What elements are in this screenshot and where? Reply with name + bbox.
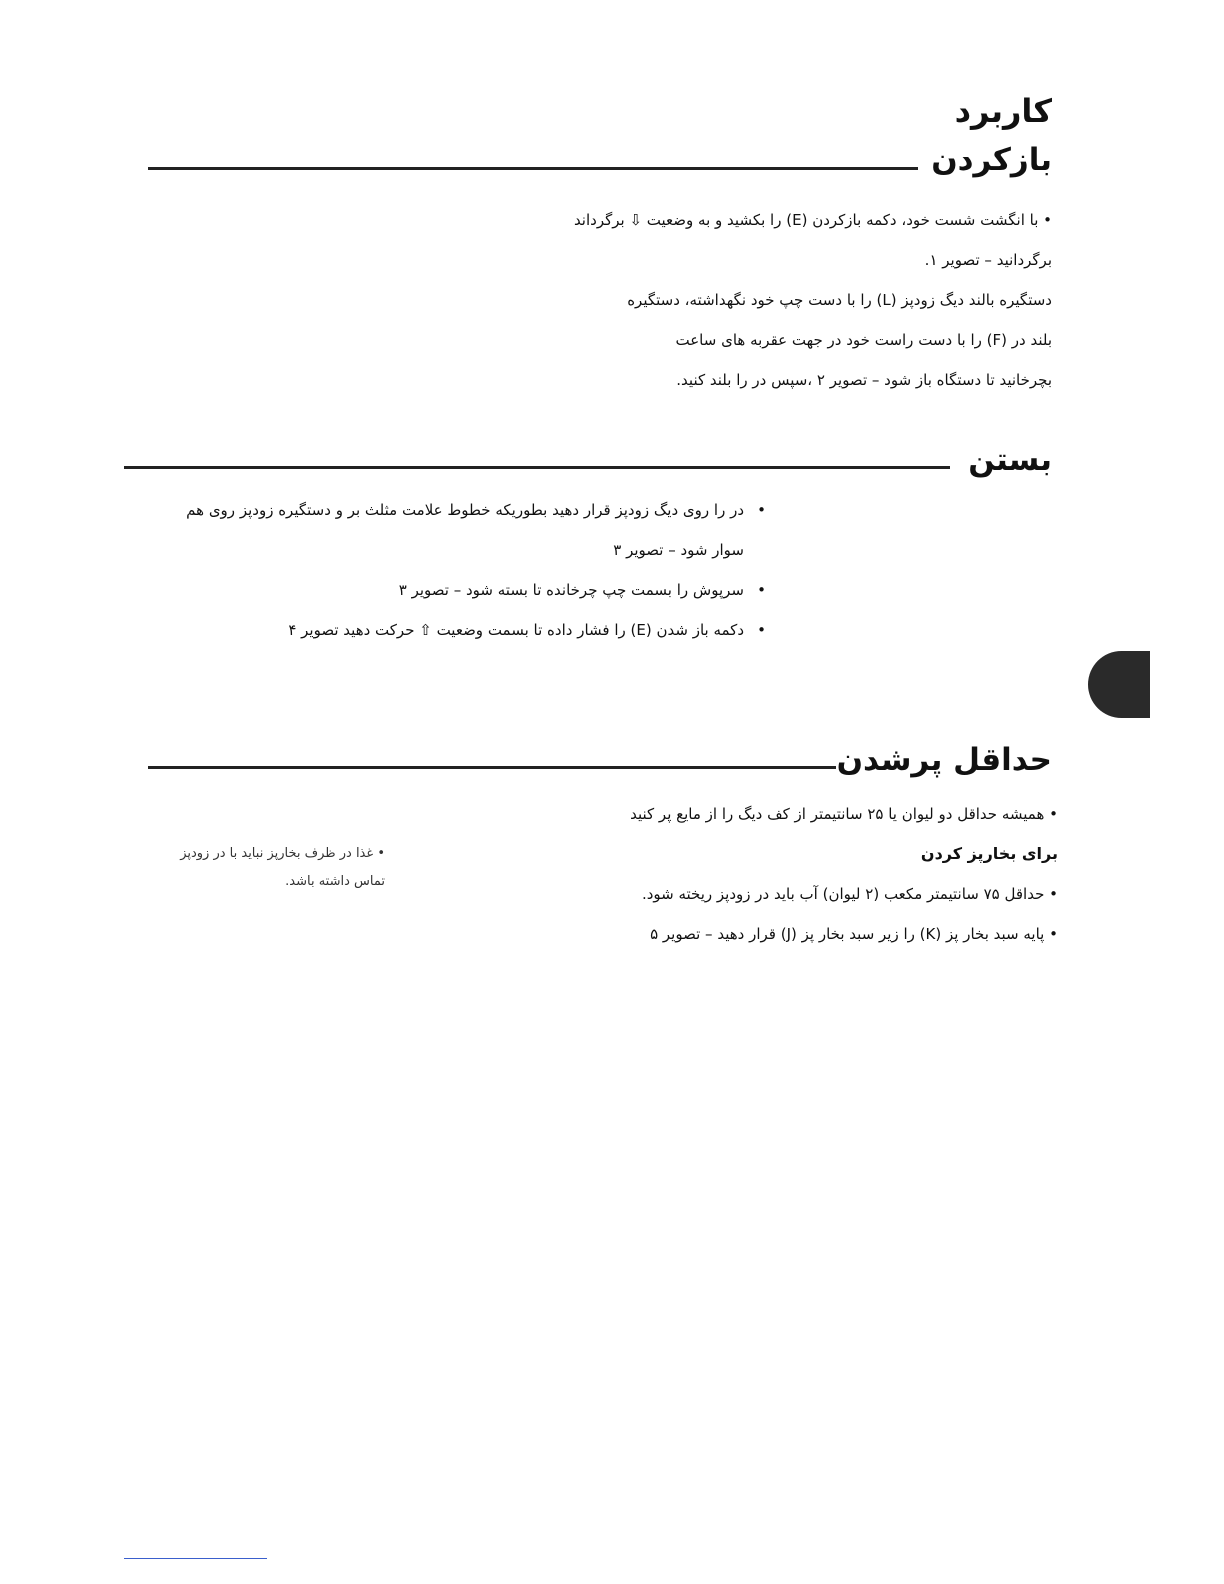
steaming-subheading: برای بخارپز کردن	[920, 844, 1058, 863]
list-item	[166, 610, 766, 650]
opening-line: • با انگشت شست خود، دکمه بازکردن (E) را بکشید و به وضعیت ⇩ برگرداند	[573, 211, 1052, 229]
bullet-icon: •	[757, 501, 766, 519]
opening-line: دستگیره بالند دیگ زودپز (L) را با دست چپ خود نگهداشته، دستگیره	[627, 291, 1052, 309]
opening-line: برگردانید – تصویر ۱.	[924, 251, 1052, 269]
list-item-text: دکمه باز شدن (E) را فشار داده تا بسمت وضعیت ⇧ حرکت دهید تصویر ۴	[288, 621, 744, 639]
minimum-fill-content	[418, 794, 1058, 954]
bullet-icon: •	[757, 581, 766, 599]
list-item	[166, 570, 766, 610]
chapter-tab-marker	[1088, 651, 1150, 718]
list-item	[166, 490, 766, 570]
bullet-icon: •	[1049, 885, 1058, 903]
opening-line: بچرخانید تا دستگاه باز شود – تصویر ۲ ،سپس در را بلند کنید.	[676, 371, 1052, 389]
bullet-icon: •	[757, 621, 766, 639]
section-rule-minimum-fill	[148, 766, 836, 769]
minimum-fill-intro	[418, 794, 1058, 834]
opening-paragraph	[432, 200, 1052, 400]
list-item	[418, 874, 1058, 914]
intro-text: همیشه حداقل دو لیوان یا ۲۵ سانتیمتر از کف دیگ را از مایع پر کنید	[630, 805, 1045, 823]
section-rule-opening	[148, 167, 918, 170]
section-rule-closing	[124, 466, 950, 469]
bullet-icon: •	[1049, 925, 1058, 943]
opening-line: بلند در (F) را با دست راست خود در جهت عقربه های ساعت	[675, 331, 1052, 349]
bullet-icon: •	[1049, 805, 1058, 823]
footer-rule	[124, 1558, 267, 1559]
section-heading-minimum-fill: حداقل پرشدن	[836, 742, 1052, 778]
list-item-text: حداقل ۷۵ سانتیمتر مکعب (۲ لیوان) آب باید در زودپز ریخته شود.	[641, 885, 1045, 903]
list-item	[418, 914, 1058, 954]
list-item-text: سرپوش را بسمت چپ چرخانده تا بسته شود – تصویر ۳	[398, 581, 744, 599]
side-note-text: غذا در ظرف بخارپز نباید با در زودپز تماس داشته باشد.	[180, 846, 385, 889]
list-item-text: پایه سبد بخار پز (K) را زیر سبد بخار پز (J) قرار دهید – تصویر ۵	[650, 925, 1045, 943]
list-item-text: در را روی دیگ زودپز قرار دهید بطوریکه خطوط علامت مثلث بر و دستگیره زودپز روی هم سوار شود – تصویر ۳	[186, 501, 744, 559]
section-heading-opening: بازکردن	[931, 142, 1052, 178]
bullet-icon: •	[377, 846, 385, 861]
closing-list	[166, 490, 766, 650]
page-title: کاربرد	[954, 92, 1052, 130]
side-note	[150, 840, 385, 896]
section-heading-closing: بستن	[968, 442, 1052, 478]
